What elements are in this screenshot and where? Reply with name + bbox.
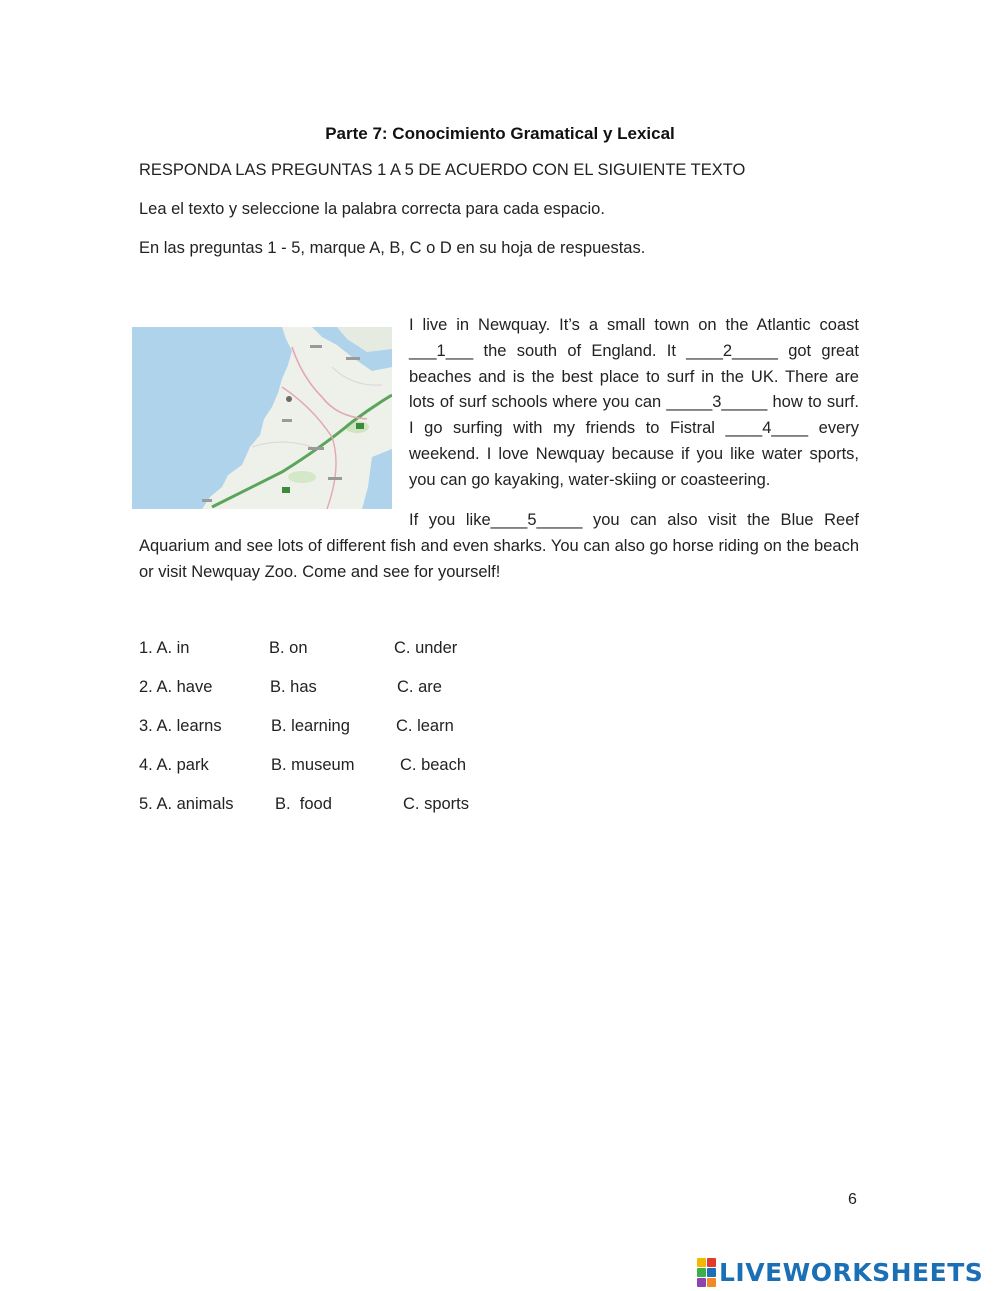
question-1-option-c[interactable]: C. under xyxy=(394,639,458,657)
question-3-option-a[interactable]: 3. A. learns xyxy=(139,717,222,735)
question-2-option-c[interactable]: C. are xyxy=(397,678,442,696)
question-5-option-b[interactable]: B. food xyxy=(275,795,332,813)
newquay-map-image xyxy=(132,327,392,509)
instruction-mark: En las preguntas 1 - 5, marque A, B, C o D en su hoja de respuestas. xyxy=(139,239,646,257)
question-5-option-a[interactable]: 5. A. animals xyxy=(139,795,234,813)
instruction-heading: RESPONDA LAS PREGUNTAS 1 A 5 DE ACUERDO CON EL SIGUIENTE TEXTO xyxy=(139,161,746,179)
page-title: Parte 7: Conocimiento Gramatical y Lexical xyxy=(325,124,675,143)
logo-blocks-icon xyxy=(697,1258,716,1287)
question-5-option-c[interactable]: C. sports xyxy=(403,795,470,813)
question-4-option-a[interactable]: 4. A. park xyxy=(139,756,209,774)
question-3-option-c[interactable]: C. learn xyxy=(396,717,454,735)
question-2-option-a[interactable]: 2. A. have xyxy=(139,678,213,696)
question-4-option-b[interactable]: B. museum xyxy=(271,756,355,774)
question-3-option-b[interactable]: B. learning xyxy=(271,717,350,735)
page-number: 6 xyxy=(848,1191,857,1208)
question-4-option-c[interactable]: C. beach xyxy=(400,756,467,774)
question-1-option-a[interactable]: 1. A. in xyxy=(139,639,190,657)
passage-paragraph-2-container xyxy=(139,508,859,585)
question-2-option-b[interactable]: B. has xyxy=(270,678,317,696)
passage-paragraph-1: I live in Newquay. It’s a small town on the Atlantic coast ___1___ the south of England. It ____2_____ got great beaches and is the best place to surf in the UK. There are lots of surf schools where you can _____3_____ how to surf. I go surfing with my friends to Fistral ____4____ every weekend. I love Newquay because if you like water sports, you can go kayaking, water-skiing or coasteering. xyxy=(409,316,859,489)
brand-text: LIVEWORKSHEETS xyxy=(719,1257,984,1287)
passage-paragraph-2: If you like____5_____ you can also visit the Blue Reef Aquarium and see lots of different fish and even sharks. You can also go horse riding on the beach or visit Newquay Zoo. Come and see for yourself! xyxy=(139,511,859,581)
instruction-select: Lea el texto y seleccione la palabra correcta para cada espacio. xyxy=(139,200,605,218)
liveworksheets-logo[interactable] xyxy=(697,1257,983,1287)
question-1-option-b[interactable]: B. on xyxy=(269,639,308,657)
